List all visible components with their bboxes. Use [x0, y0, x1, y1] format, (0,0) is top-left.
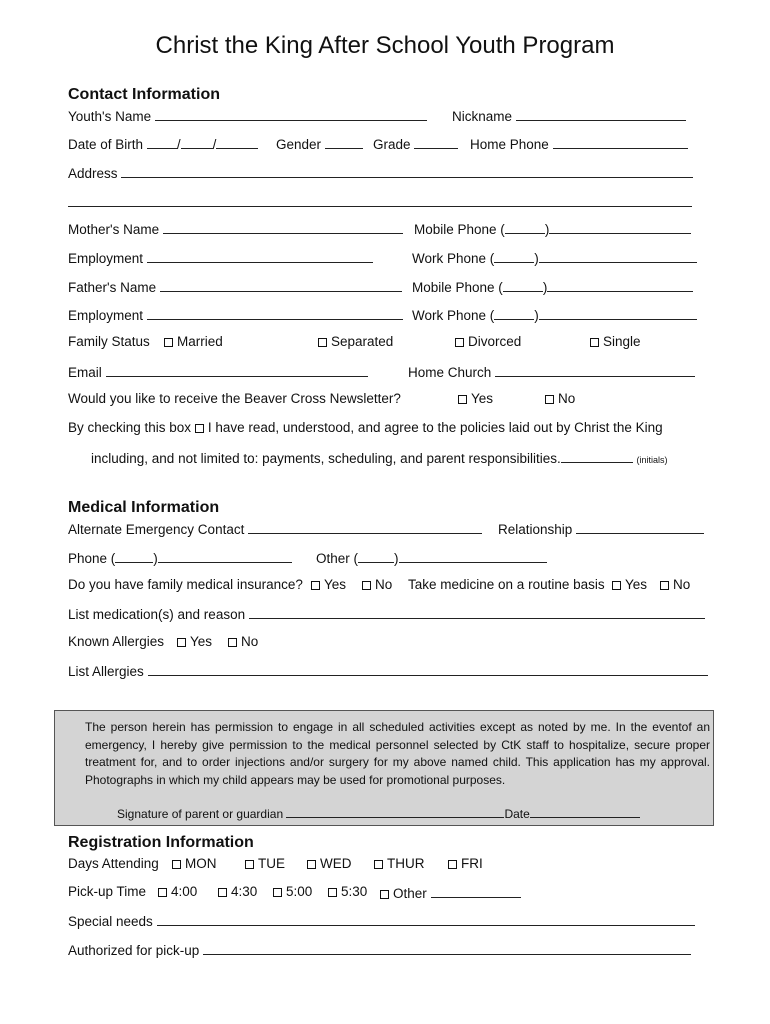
time-500-option[interactable]: [273, 884, 312, 899]
home-church-label: Home Church: [408, 365, 492, 380]
single-option[interactable]: [590, 334, 641, 349]
address-row: [68, 164, 693, 181]
checkbox-icon[interactable]: [380, 890, 389, 899]
medicine-question: Take medicine on a routine basis: [408, 577, 605, 592]
days-attending-label: Days Attending: [68, 856, 159, 871]
father-name-row: [68, 278, 402, 295]
mon-option[interactable]: [172, 856, 217, 871]
dob-row: [68, 135, 258, 152]
time-label: 4:00: [171, 884, 198, 899]
work-phone-label: Work Phone (: [412, 308, 495, 323]
list-allergies-field[interactable]: [148, 662, 708, 676]
newsletter-no-option[interactable]: [545, 391, 575, 406]
grade-row: [373, 135, 458, 152]
checkbox-icon[interactable]: [273, 888, 282, 897]
newsletter-question: Would you like to receive the Beaver Cross Newsletter?: [68, 391, 401, 406]
allergies-yes-option[interactable]: [177, 634, 212, 649]
permission-text: The person herein has permission to engage in all scheduled activities except as noted by me. In the eventof an emergency, I hereby give permission to the medical personnel selected by CtK staff to hospitalize, secure proper treatment for, and to order injections and/or surgery for my above named child. This application has my approval. Photographs in which my child appears may be used for promotional purposes.: [85, 720, 710, 787]
time-other-option[interactable]: [380, 884, 521, 901]
father-mobile-row: [412, 278, 693, 295]
permission-box: [54, 710, 714, 826]
yes-label: Yes: [190, 634, 213, 649]
home-phone-label: Home Phone: [470, 137, 549, 152]
separated-option[interactable]: [318, 334, 393, 349]
divorced-option[interactable]: [455, 334, 521, 349]
checkbox-icon[interactable]: [228, 638, 237, 647]
initials-field[interactable]: [561, 449, 633, 463]
tue-option[interactable]: [245, 856, 285, 871]
policy-checkbox-icon[interactable]: [195, 424, 204, 433]
date-label: Date: [504, 807, 530, 821]
yes-label: Yes: [471, 391, 494, 406]
yes-label: Yes: [625, 577, 648, 592]
other-phone-field[interactable]: [399, 549, 547, 563]
gender-row: [276, 135, 363, 152]
nickname-label: Nickname: [452, 109, 513, 124]
email-row: [68, 363, 368, 380]
checkbox-icon[interactable]: [318, 338, 327, 347]
father-employment-row: [68, 306, 403, 323]
father-mobile-area-field[interactable]: [503, 278, 543, 292]
checkbox-icon[interactable]: [177, 638, 186, 647]
medications-label: List medication(s) and reason: [68, 607, 246, 622]
dob-year-field[interactable]: [216, 135, 258, 149]
dob-sep: /: [176, 137, 181, 152]
separated-label: Separated: [331, 334, 394, 349]
alt-contact-row: [68, 520, 482, 537]
divorced-label: Divorced: [468, 334, 522, 349]
policy-text: I have read, understood, and agree to the policies laid out by Christ the King: [207, 420, 663, 435]
youth-name-row: [68, 107, 427, 124]
work-phone-label: Work Phone (: [412, 251, 495, 266]
mother-employment-row: [68, 249, 373, 266]
mother-mobile-field[interactable]: [549, 220, 691, 234]
medical-heading: Medical Information: [68, 499, 220, 516]
form-title: Christ the King After School Youth Program: [155, 32, 615, 59]
authorized-pickup-row: [68, 941, 691, 958]
father-employment-field[interactable]: [147, 306, 403, 320]
checkbox-icon[interactable]: [545, 395, 554, 404]
policy-text: By checking this box: [68, 420, 192, 435]
checkbox-icon[interactable]: [448, 860, 457, 869]
checkbox-icon[interactable]: [218, 888, 227, 897]
paren-close: ): [534, 251, 539, 266]
single-label: Single: [603, 334, 641, 349]
time-430-option[interactable]: [218, 884, 257, 899]
allergies-no-option[interactable]: [228, 634, 258, 649]
medications-row: [68, 605, 705, 622]
no-label: No: [673, 577, 691, 592]
medicine-no-option[interactable]: [660, 577, 690, 592]
youth-name-label: Youth's Name: [68, 109, 152, 124]
mother-work-field[interactable]: [539, 249, 697, 263]
youth-name-field[interactable]: [155, 107, 427, 121]
checkbox-icon[interactable]: [612, 581, 621, 590]
home-phone-row: [470, 135, 688, 152]
thur-label: THUR: [387, 856, 425, 871]
mother-employment-field[interactable]: [147, 249, 373, 263]
insurance-yes-option[interactable]: [311, 577, 346, 592]
dob-day-field[interactable]: [181, 135, 213, 149]
paren-close: ): [153, 551, 158, 566]
checkbox-icon[interactable]: [455, 338, 464, 347]
time-label: 5:00: [286, 884, 313, 899]
known-allergies-label: Known Allergies: [68, 634, 165, 649]
checkbox-icon[interactable]: [172, 860, 181, 869]
phone-area-field[interactable]: [115, 549, 153, 563]
father-work-row: [412, 306, 697, 323]
fri-option[interactable]: [448, 856, 483, 871]
relationship-row: [498, 520, 704, 537]
other-label: Other (: [316, 551, 359, 566]
paren-close: ): [542, 280, 548, 295]
insurance-question: Do you have family medical insurance?: [68, 577, 303, 592]
relationship-label: Relationship: [498, 522, 573, 537]
no-label: No: [241, 634, 259, 649]
time-530-option[interactable]: [328, 884, 367, 899]
policy-agreement: [68, 420, 663, 435]
other-area-field[interactable]: [358, 549, 394, 563]
checkbox-icon[interactable]: [311, 581, 320, 590]
contact-heading: Contact Information: [68, 86, 220, 103]
special-needs-field[interactable]: [157, 912, 695, 926]
special-needs-row: [68, 912, 695, 929]
grade-field[interactable]: [414, 135, 458, 149]
no-label: No: [375, 577, 393, 592]
list-allergies-row: [68, 662, 708, 679]
time-400-option[interactable]: [158, 884, 197, 899]
phone-row: [68, 549, 292, 566]
fri-label: FRI: [461, 856, 483, 871]
time-label: 5:30: [341, 884, 368, 899]
checkbox-icon[interactable]: [328, 888, 337, 897]
alt-contact-label: Alternate Emergency Contact: [68, 522, 245, 537]
dob-sep: /: [212, 137, 217, 152]
mon-label: MON: [185, 856, 217, 871]
checkbox-icon[interactable]: [245, 860, 254, 869]
time-label: 4:30: [231, 884, 258, 899]
paren-close: ): [544, 222, 550, 237]
mother-work-area-field[interactable]: [494, 249, 534, 263]
married-option[interactable]: [164, 334, 223, 349]
email-field[interactable]: [106, 363, 368, 377]
authorized-pickup-label: Authorized for pick-up: [68, 943, 200, 958]
father-work-area-field[interactable]: [494, 306, 534, 320]
home-phone-field[interactable]: [553, 135, 688, 149]
special-needs-label: Special needs: [68, 914, 153, 929]
address-label: Address: [68, 166, 118, 181]
employment-label: Employment: [68, 308, 144, 323]
gender-label: Gender: [276, 137, 322, 152]
phone-label: Phone (: [68, 551, 116, 566]
newsletter-yes-option[interactable]: [458, 391, 493, 406]
mother-mobile-area-field[interactable]: [505, 220, 545, 234]
home-church-field[interactable]: [495, 363, 695, 377]
wed-label: WED: [320, 856, 352, 871]
checkbox-icon[interactable]: [590, 338, 599, 347]
authorized-pickup-field[interactable]: [203, 941, 691, 955]
signature-label: Signature of parent or guardian: [117, 807, 284, 821]
family-status-label: Family Status: [68, 334, 150, 349]
insurance-no-option[interactable]: [362, 577, 392, 592]
medications-field[interactable]: [249, 605, 705, 619]
home-church-row: [408, 363, 695, 380]
initials-label: (initials): [636, 455, 668, 465]
other-label: Other: [393, 886, 427, 901]
address-field[interactable]: [121, 164, 693, 178]
dob-month-field[interactable]: [147, 135, 177, 149]
address-field-line2[interactable]: [68, 193, 692, 207]
nickname-row: [452, 107, 686, 124]
checkbox-icon[interactable]: [660, 581, 669, 590]
checkbox-icon[interactable]: [307, 860, 316, 869]
mother-work-row: [412, 249, 697, 266]
paren-close: ): [394, 551, 399, 566]
thur-option[interactable]: [374, 856, 425, 871]
father-work-field[interactable]: [539, 306, 697, 320]
employment-label: Employment: [68, 251, 144, 266]
married-label: Married: [177, 334, 223, 349]
paren-close: ): [534, 308, 539, 323]
mother-name-field[interactable]: [163, 220, 403, 234]
gender-field[interactable]: [325, 135, 363, 149]
relationship-field[interactable]: [576, 520, 704, 534]
no-label: No: [558, 391, 576, 406]
checkbox-icon[interactable]: [164, 338, 173, 347]
registration-heading: Registration Information: [68, 834, 254, 851]
yes-label: Yes: [324, 577, 347, 592]
alt-contact-field[interactable]: [248, 520, 482, 534]
father-name-label: Father's Name: [68, 280, 157, 295]
mobile-phone-label: Mobile Phone (: [414, 222, 505, 237]
policy-continuation: [91, 449, 668, 466]
mobile-phone-label: Mobile Phone (: [412, 280, 503, 295]
other-phone-row: [316, 549, 547, 566]
email-label: Email: [68, 365, 102, 380]
signature-field[interactable]: [286, 806, 504, 818]
checkbox-icon[interactable]: [374, 860, 383, 869]
mother-name-row: [68, 220, 403, 237]
list-allergies-label: List Allergies: [68, 664, 144, 679]
checkbox-icon[interactable]: [158, 888, 167, 897]
mother-mobile-row: [414, 220, 691, 237]
wed-option[interactable]: [307, 856, 352, 871]
dob-label: Date of Birth: [68, 137, 144, 152]
tue-label: TUE: [258, 856, 285, 871]
phone-field[interactable]: [158, 549, 292, 563]
checkbox-icon[interactable]: [362, 581, 371, 590]
father-mobile-field[interactable]: [547, 278, 693, 292]
grade-label: Grade: [373, 137, 411, 152]
policy-text: including, and not limited to: payments, scheduling, and parent responsibilities.: [91, 451, 561, 466]
mother-name-label: Mother's Name: [68, 222, 160, 237]
father-name-field[interactable]: [160, 278, 402, 292]
pickup-time-label: Pick-up Time: [68, 884, 147, 899]
checkbox-icon[interactable]: [458, 395, 467, 404]
medicine-yes-option[interactable]: [612, 577, 647, 592]
signature-row: [117, 806, 640, 821]
nickname-field[interactable]: [516, 107, 686, 121]
date-field[interactable]: [530, 806, 640, 818]
other-time-field[interactable]: [431, 884, 521, 898]
